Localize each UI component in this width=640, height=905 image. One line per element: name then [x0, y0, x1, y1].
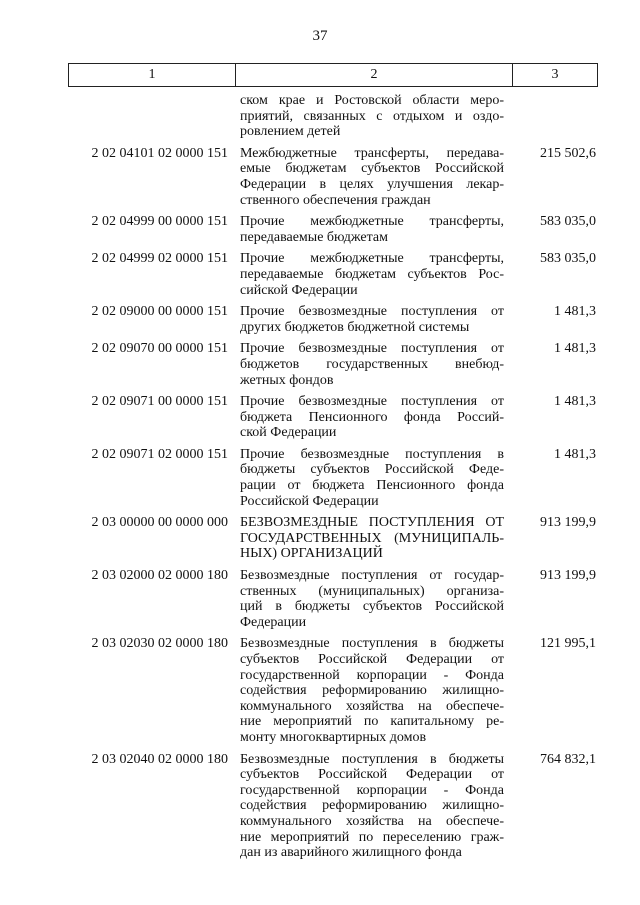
description-line: Федерации в целях улучшения лекар-: [240, 176, 504, 192]
description-line: коммунального хозяйства на обеспече-: [240, 698, 504, 714]
description-line: ние мероприятий по переселению граж-: [240, 829, 504, 845]
row-code: 2 03 00000 00 0000 000: [91, 515, 228, 531]
header-col-3: 3: [551, 67, 559, 82]
table-row: [68, 636, 598, 745]
row-description: [240, 93, 504, 140]
row-code: 2 02 04101 02 0000 151: [91, 145, 228, 161]
description-line: субъектов Российской Федерации от: [240, 767, 504, 783]
row-code: 2 02 09071 00 0000 151: [91, 394, 228, 410]
description-line: передаваемые бюджетам субъектов Рос-: [240, 266, 504, 282]
description-line: дан из аварийного жилищного фонда: [240, 845, 462, 861]
description-line: Российской Федерации: [240, 493, 379, 509]
description-line: ровлением детей: [240, 124, 341, 140]
row-amount: 913 199,9: [540, 515, 596, 531]
row-description: [240, 447, 504, 509]
row-description: [240, 515, 504, 562]
row-amount: 583 035,0: [540, 214, 596, 230]
row-amount: 913 199,9: [540, 568, 596, 584]
header-col-1: 1: [69, 64, 236, 86]
row-description: [240, 214, 504, 245]
description-line: бюджеты субъектов Российской Феде-: [240, 462, 504, 478]
row-code: 2 02 09000 00 0000 151: [91, 304, 228, 320]
description-line: Прочие межбюджетные трансферты,: [240, 251, 504, 267]
description-line: Прочие межбюджетные трансферты,: [240, 214, 504, 230]
table-row: [68, 304, 598, 335]
description-line: ций в бюджеты субъектов Российской: [240, 599, 504, 615]
description-line: Межбюджетные трансферты, передава-: [240, 145, 504, 161]
row-amount: 215 502,6: [540, 145, 596, 161]
description-line: субъектов Российской Федерации от: [240, 652, 504, 667]
description-line: Прочие безвозмездные поступления в: [240, 446, 504, 462]
row-amount: 121 995,1: [540, 636, 596, 652]
row-code: 2 02 04999 02 0000 151: [91, 251, 228, 267]
description-line: емые бюджетам субъектов Российской: [240, 161, 504, 177]
description-line: Прочие безвозмездные поступления от: [240, 341, 504, 357]
description-line: Прочие безвозмездные поступления от: [240, 304, 504, 320]
description-line: приятий, связанных с отдыхом и оздо-: [240, 108, 504, 124]
description-line: Безвозмездные поступления от государ-: [240, 568, 504, 584]
description-line: ском крае и Ростовской области меро-: [240, 93, 504, 108]
description-line: других бюджетов бюджетной системы: [240, 319, 470, 335]
description-line: Безвозмездные поступления в бюджеты: [240, 636, 504, 652]
row-code: 2 02 09070 00 0000 151: [91, 341, 228, 357]
row-description: [240, 304, 504, 335]
description-line: рации от бюджета Пенсионного фонда: [240, 478, 504, 494]
description-line: содействия реформированию жилищно-: [240, 798, 504, 814]
table-row: [68, 394, 598, 441]
description-line: коммунального хозяйства на обеспече-: [240, 813, 504, 829]
table-row: [68, 214, 598, 245]
table-row: [68, 251, 598, 298]
description-line: Федерации: [240, 614, 307, 630]
row-code: 2 03 02040 02 0000 180: [91, 751, 228, 767]
description-line: Прочие безвозмездные поступления от: [240, 394, 504, 410]
page-number: 37: [312, 28, 328, 44]
header-col-2: 2: [236, 64, 513, 86]
table-header: [68, 63, 598, 87]
description-line: монту многоквартирных домов: [240, 729, 427, 745]
row-code: 2 02 09071 02 0000 151: [91, 446, 228, 462]
row-code: 2 02 04999 00 0000 151: [91, 214, 228, 230]
row-description: [240, 636, 504, 745]
row-description: [240, 341, 504, 388]
table-row: [68, 568, 598, 630]
description-line: жетных фондов: [240, 372, 334, 388]
description-line: ственных (муниципальных) организа-: [240, 583, 504, 599]
row-description: [240, 146, 504, 208]
description-line: бюджетов государственных внебюд-: [240, 356, 504, 372]
row-amount: 1 481,3: [554, 341, 596, 357]
row-code: 2 03 02030 02 0000 180: [91, 636, 228, 652]
row-amount: 1 481,3: [554, 394, 596, 410]
row-description: [240, 394, 504, 441]
description-line: Безвозмездные поступления в бюджеты: [240, 751, 504, 767]
row-description: [240, 251, 504, 298]
description-line: ГОСУДАРСТВЕННЫХ (МУНИЦИПАЛЬ-: [240, 530, 504, 546]
description-line: содействия реформированию жилищно-: [240, 683, 504, 699]
description-line: сийской Федерации: [240, 282, 358, 298]
table-row: [68, 752, 598, 861]
description-line: государственной корпорации - Фонда: [240, 667, 504, 683]
description-line: передаваемые бюджетам: [240, 229, 388, 245]
row-amount: 583 035,0: [540, 251, 596, 267]
description-line: ние мероприятий по капитальному ре-: [240, 714, 504, 730]
row-amount: 1 481,3: [554, 304, 596, 320]
description-line: ственного обеспечения граждан: [240, 192, 431, 208]
row-description: [240, 752, 504, 861]
table-row: [68, 447, 598, 509]
table-body: [68, 87, 598, 861]
table-row: [68, 341, 598, 388]
row-code: 2 03 02000 02 0000 180: [91, 568, 228, 584]
description-line: государственной корпорации - Фонда: [240, 782, 504, 798]
description-line: ской Федерации: [240, 425, 337, 441]
description-line: НЫХ) ОРГАНИЗАЦИЙ: [240, 546, 383, 562]
row-amount: 764 832,1: [540, 751, 596, 767]
table-row: [68, 93, 598, 140]
description-line: бюджета Пенсионного фонда Россий-: [240, 409, 504, 425]
row-description: [240, 568, 504, 630]
description-line: БЕЗВОЗМЕЗДНЫЕ ПОСТУПЛЕНИЯ ОТ: [240, 515, 504, 531]
table-row: [68, 146, 598, 208]
table-row: [68, 515, 598, 562]
row-amount: 1 481,3: [554, 446, 596, 462]
